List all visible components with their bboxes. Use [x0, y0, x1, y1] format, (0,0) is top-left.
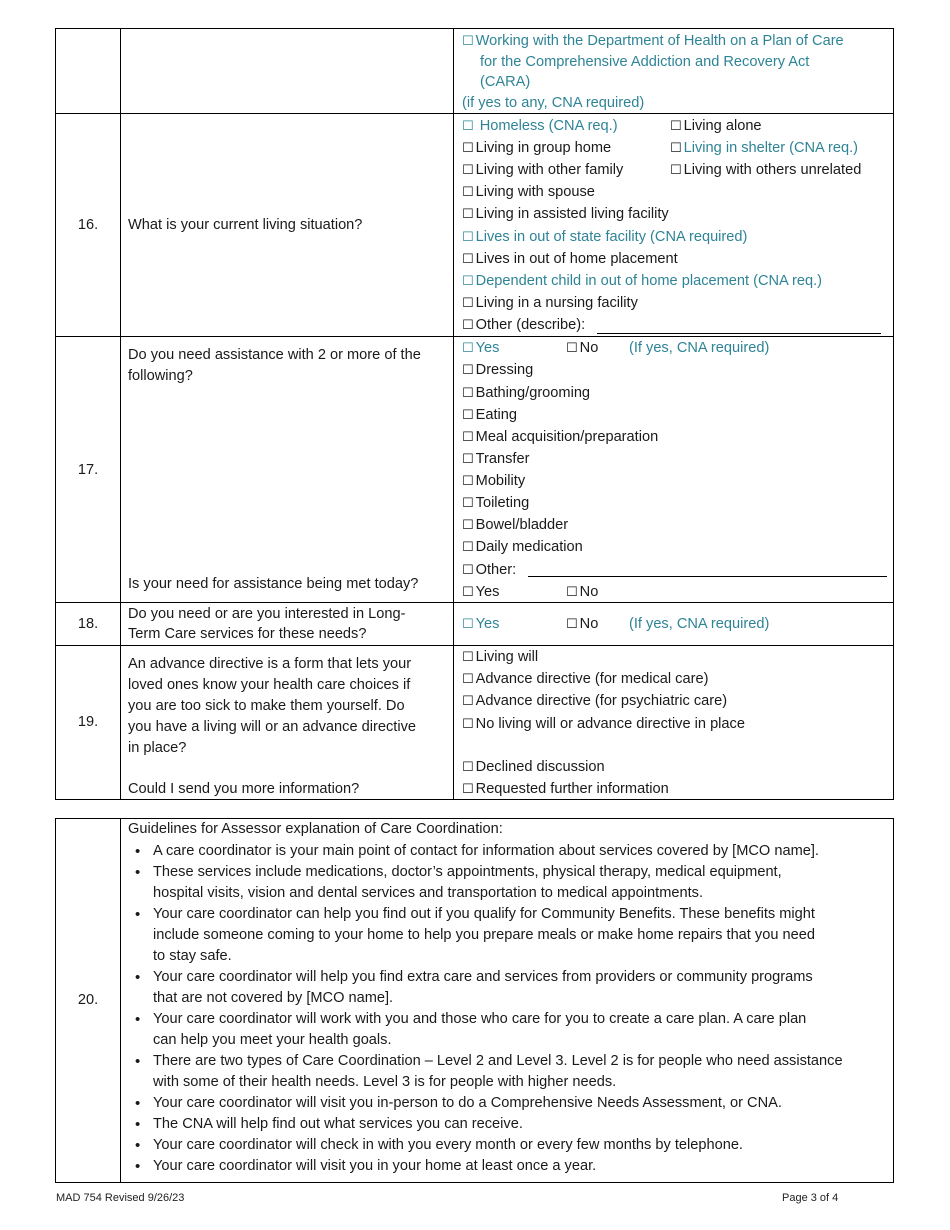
checkbox[interactable]: ☐ — [462, 34, 474, 49]
question-text: Do you need or are you interested in Long- — [128, 606, 406, 622]
option-bowel[interactable] — [462, 515, 568, 536]
checkbox[interactable]: ☐ — [566, 585, 578, 600]
guideline-item: • Your care coordinator can help you find out if you qualify for Community Benefits. These benefits might include someone coming to your home to help you prepare meals or make home repairs that you need to stay safe. — [130, 904, 890, 967]
question-text: loved ones know your health care choices if — [128, 677, 411, 693]
option-out-of-home[interactable] — [462, 249, 678, 270]
option-directive-psychiatric[interactable] — [462, 691, 727, 712]
checkbox[interactable]: ☐ — [462, 617, 474, 632]
cna-note: (if yes to any, CNA required) — [462, 95, 645, 111]
checkbox[interactable]: ☐ — [566, 617, 578, 632]
guideline-item: • There are two types of Care Coordination – Level 2 and Level 3. Level 2 is for people who need assistance with some of their health needs. Level 3 is for people with higher needs. — [130, 1051, 890, 1093]
row-number: 19. — [77, 714, 99, 730]
option-other[interactable] — [462, 560, 516, 581]
guideline-item: • Your care coordinator will check in with you every month or every few months by telephone. — [130, 1135, 890, 1156]
checkbox[interactable]: ☐ — [462, 563, 474, 578]
option-label: Living with other family — [475, 162, 624, 178]
option-label: Living with spouse — [475, 184, 595, 200]
option-bathing[interactable] — [462, 383, 590, 404]
option-label: Living in a nursing facility — [475, 295, 638, 311]
guideline-item: • Your care coordinator will help you find extra care and services from providers or community programs that are not covered by [MCO name]. — [130, 967, 890, 1009]
option-requested[interactable] — [462, 779, 669, 800]
option-assisted[interactable] — [462, 204, 669, 225]
option-shelter[interactable] — [670, 138, 858, 159]
row-number: 17. — [77, 462, 99, 478]
option-toileting[interactable] — [462, 493, 529, 514]
question-text: you have a living will or an advance directive — [128, 719, 416, 735]
question-text: What is your current living situation? — [128, 217, 363, 233]
option-out-of-state[interactable] — [462, 227, 747, 248]
option-label: No — [579, 584, 599, 600]
checkbox[interactable]: ☐ — [462, 518, 474, 533]
checkbox[interactable]: ☐ — [462, 760, 474, 775]
row-number: 16. — [77, 217, 99, 233]
option-directive-medical[interactable] — [462, 669, 708, 690]
option-living-will[interactable] — [462, 647, 538, 668]
option-declined[interactable] — [462, 757, 605, 778]
question-text-2: Term Care services for these needs? — [128, 626, 367, 642]
checkbox[interactable]: ☐ — [462, 207, 474, 222]
row-number: 20. — [77, 992, 99, 1008]
question-text: Do you need assistance with 2 or more of the — [128, 347, 421, 363]
option-label: Living in assisted living facility — [475, 206, 669, 222]
guidelines-heading: Guidelines for Assessor explanation of Care Coordination: — [128, 821, 503, 837]
option-label: Dressing — [475, 362, 534, 378]
checkbox[interactable]: ☐ — [462, 650, 474, 665]
option-dressing[interactable] — [462, 360, 533, 381]
option-none[interactable] — [462, 714, 745, 735]
checkbox[interactable]: ☐ — [462, 274, 474, 289]
checkbox[interactable]: ☐ — [462, 141, 474, 156]
option-dependent-child[interactable] — [462, 271, 822, 292]
option-met-yes[interactable] — [462, 582, 499, 603]
checkbox[interactable]: ☐ — [462, 119, 474, 134]
option-label: Living in group home — [475, 140, 612, 156]
option-label: Other (describe): — [475, 317, 586, 333]
option-label: Yes — [475, 340, 500, 356]
cna-note: (If yes, CNA required) — [629, 616, 770, 632]
checkbox[interactable]: ☐ — [462, 363, 474, 378]
option-label: Bowel/bladder — [475, 517, 569, 533]
checkbox[interactable]: ☐ — [462, 341, 474, 356]
checkbox[interactable]: ☐ — [462, 163, 474, 178]
option-label: Mobility — [475, 473, 526, 489]
option-label: No — [579, 340, 599, 356]
option-no[interactable] — [566, 338, 598, 359]
option-meal[interactable] — [462, 427, 658, 448]
checkbox[interactable]: ☐ — [462, 296, 474, 311]
option-mobility[interactable] — [462, 471, 525, 492]
cara-label-3: (CARA) — [480, 74, 531, 90]
checkbox[interactable]: ☐ — [462, 782, 474, 797]
option-no[interactable] — [566, 614, 598, 635]
question-needs-met: Is your need for assistance being met today? — [128, 576, 419, 592]
checkbox[interactable]: ☐ — [462, 318, 474, 333]
option-yes[interactable] — [462, 614, 499, 635]
option-label: Dependent child in out of home placement (CNA req.) — [475, 273, 823, 289]
checkbox[interactable]: ☐ — [670, 119, 682, 134]
checkbox[interactable]: ☐ — [462, 717, 474, 732]
option-label: Declined discussion — [475, 759, 605, 775]
guideline-item: • A care coordinator is your main point of contact for information about services covered by [MCO name]. — [130, 841, 890, 862]
form-revision: MAD 754 Revised 9/26/23 — [56, 1192, 185, 1204]
cara-label-2: for the Comprehensive Addiction and Recovery Act — [480, 54, 810, 70]
option-label: Lives in out of home placement — [475, 251, 678, 267]
option-label: Living in shelter (CNA req.) — [683, 140, 859, 156]
option-group-home[interactable] — [462, 138, 611, 159]
question-text-2: following? — [128, 368, 193, 384]
checkbox[interactable]: ☐ — [462, 386, 474, 401]
other-describe-field[interactable] — [597, 333, 881, 334]
checkbox[interactable]: ☐ — [462, 252, 474, 267]
option-label: Living with others unrelated — [683, 162, 862, 178]
option-alone[interactable] — [670, 116, 762, 137]
option-label: Advance directive (for psychiatric care) — [475, 693, 728, 709]
checkbox[interactable]: ☐ — [566, 341, 578, 356]
checkbox[interactable]: ☐ — [462, 408, 474, 423]
checkbox[interactable]: ☐ — [462, 185, 474, 200]
option-yes[interactable] — [462, 338, 499, 359]
option-label: Meal acquisition/preparation — [475, 429, 659, 445]
row-number: 18. — [77, 616, 99, 632]
option-spouse[interactable] — [462, 182, 595, 203]
option-label: Transfer — [475, 451, 530, 467]
option-label: Homeless (CNA req.) — [475, 118, 618, 134]
question-text: An advance directive is a form that lets your — [128, 656, 412, 672]
cara-option[interactable] — [462, 31, 844, 52]
option-others-unrelated[interactable] — [670, 160, 861, 181]
option-met-no[interactable] — [566, 582, 598, 603]
checkbox[interactable]: ☐ — [670, 163, 682, 178]
option-label: Yes — [475, 584, 500, 600]
question-text: you are too sick to make them yourself. Do — [128, 698, 405, 714]
checkbox[interactable]: ☐ — [462, 452, 474, 467]
guidelines-list — [130, 841, 890, 1177]
guideline-item: • Your care coordinator will visit you in-person to do a Comprehensive Needs Assessment, or CNA. — [130, 1093, 890, 1114]
option-other-family[interactable] — [462, 160, 623, 181]
checkbox[interactable]: ☐ — [462, 672, 474, 687]
option-other[interactable] — [462, 315, 585, 336]
option-label: Toileting — [475, 495, 530, 511]
option-label: Other: — [475, 562, 517, 578]
option-label: Yes — [475, 616, 500, 632]
checkbox[interactable]: ☐ — [462, 540, 474, 555]
option-transfer[interactable] — [462, 449, 529, 470]
option-eating[interactable] — [462, 405, 517, 426]
checkbox[interactable]: ☐ — [462, 430, 474, 445]
checkbox[interactable]: ☐ — [462, 230, 474, 245]
question-more-info: Could I send you more information? — [128, 781, 360, 797]
guideline-item: • Your care coordinator will work with you and those who care for you to create a care plan. A care plan can help you meet your health goals. — [130, 1009, 890, 1051]
cna-note: (If yes, CNA required) — [629, 340, 770, 356]
option-label: No living will or advance directive in place — [475, 716, 745, 732]
cara-label: Working with the Department of Health on a Plan of Care — [475, 33, 844, 49]
option-label: Eating — [475, 407, 518, 423]
guideline-item: • These services include medications, doctor’s appointments, physical therapy, medical equipment, hospital visits, vision and dental services and transportation to medical appointments. — [130, 862, 890, 904]
option-label: No — [579, 616, 599, 632]
guideline-item: • Your care coordinator will visit you in your home at least once a year. — [130, 1156, 890, 1177]
checkbox[interactable]: ☐ — [670, 141, 682, 156]
option-label: Requested further information — [475, 781, 669, 797]
checkbox[interactable]: ☐ — [462, 585, 474, 600]
option-label: Daily medication — [475, 539, 583, 555]
guideline-item: • The CNA will help find out what services you can receive. — [130, 1114, 890, 1135]
page-number: Page 3 of 4 — [782, 1192, 839, 1204]
option-label: Lives in out of state facility (CNA required) — [475, 229, 748, 245]
other-field[interactable] — [528, 576, 887, 577]
option-label: Living alone — [683, 118, 762, 134]
checkbox[interactable]: ☐ — [462, 474, 474, 489]
option-label: Advance directive (for medical care) — [475, 671, 709, 687]
option-nursing[interactable] — [462, 293, 638, 314]
option-homeless[interactable] — [462, 116, 618, 137]
option-medication[interactable] — [462, 537, 583, 558]
checkbox[interactable]: ☐ — [462, 694, 474, 709]
option-label: Bathing/grooming — [475, 385, 591, 401]
question-text: in place? — [128, 740, 187, 756]
checkbox[interactable]: ☐ — [462, 496, 474, 511]
option-label: Living will — [475, 649, 539, 665]
